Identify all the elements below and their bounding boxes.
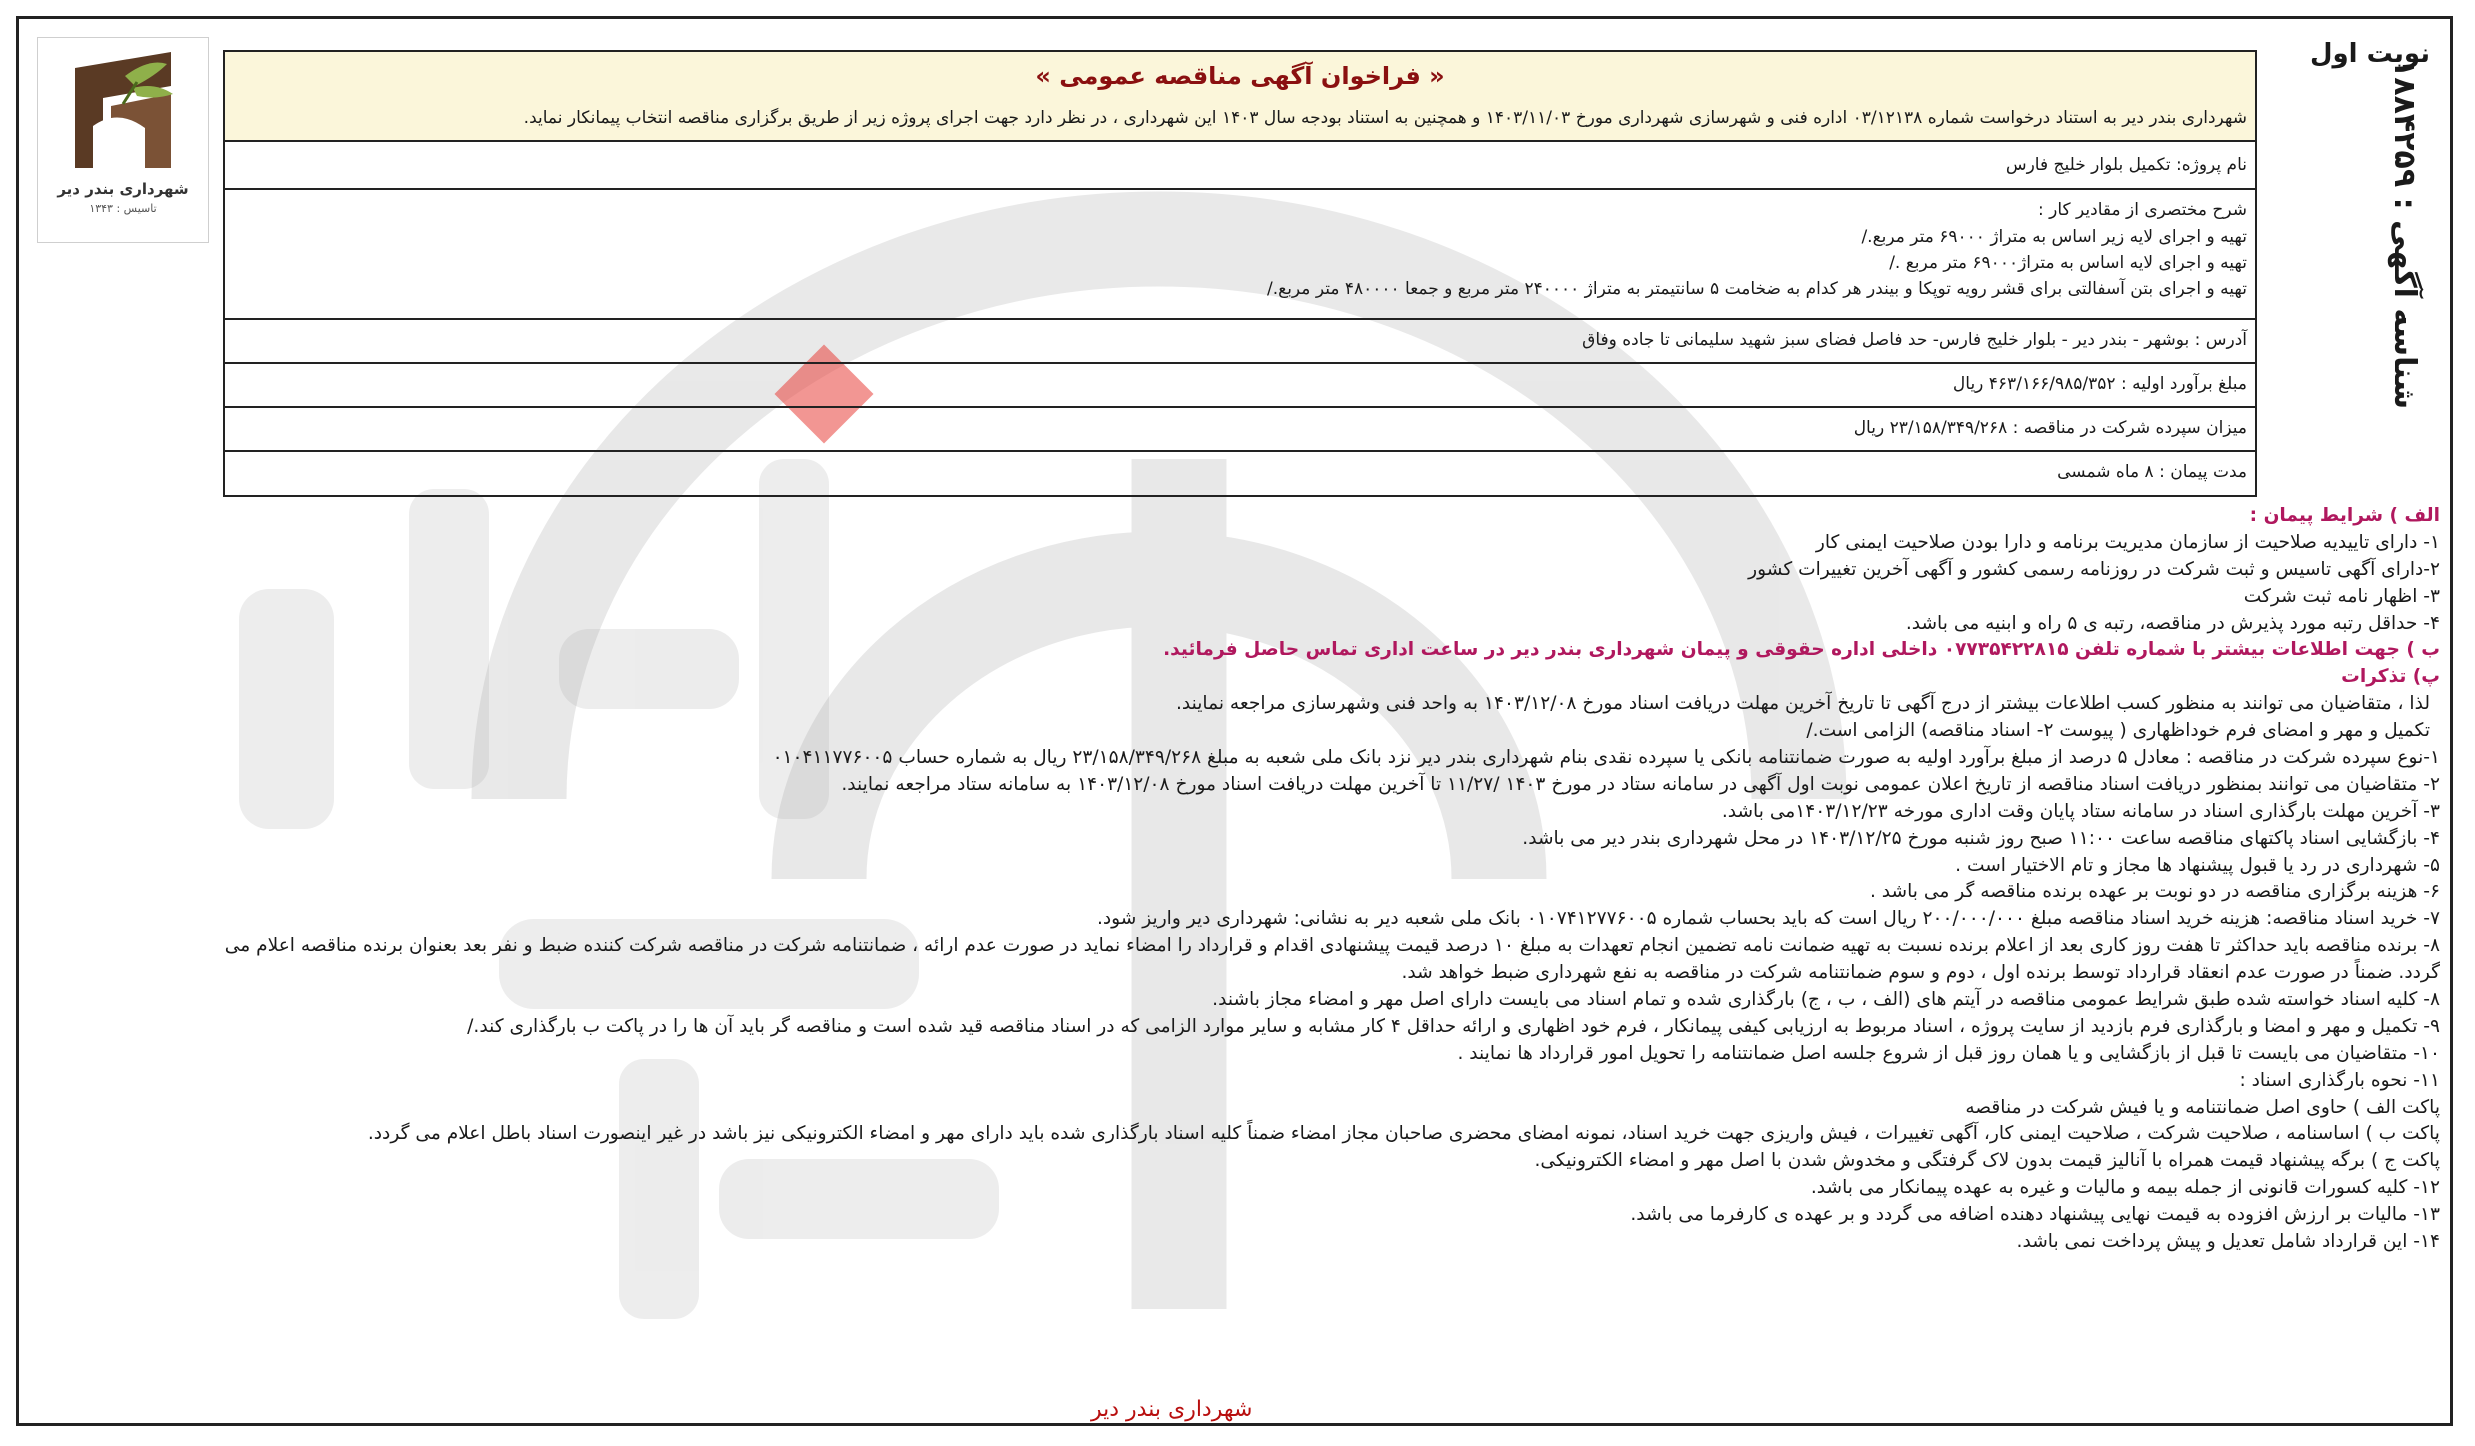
section-a-item: ۴- حداقل رتبه مورد پذیرش در مناقصه، رتبه ی ۵ راه و ابنیه می باشد. — [1905, 612, 2440, 634]
note-item: پاکت الف ) حاوی اصل ضمانتنامه و یا فیش شرکت در مناقصه — [1965, 1096, 2440, 1118]
notice-intro: شهرداری بندر دیر به استناد درخواست شماره ۰۳/۱۲۱۳۸ اداره فنی و شهرسازی شهرداری مورخ ۱۴۰۳/۱۱/۰۳ و همچنین به استناد بودجه سال ۱۴۰۳ این شهرداری ، در نظر دارد جهت اجرای پروژه زیر از طریق برگزاری مناقصه انتخاب پیمانکار نماید. — [523, 108, 2247, 128]
note-item: ۸- کلیه اسناد خواسته شده طبق شرایط عمومی مناقصه در آیتم های (الف ، ب ، ج) بارگذاری شده و تمام اسناد می بایست دارای اصل مهر و امضاء مجاز باشند. — [1212, 989, 2440, 1011]
notice-table — [223, 50, 2257, 497]
duration-row — [225, 452, 2255, 495]
contract-duration: مدت پیمان : ۸ ماه شمسی — [2057, 462, 2247, 482]
section-a-heading: الف ) شرایط پیمان : — [2249, 505, 2440, 526]
note-item: ۴- بازگشایی اسناد پاکتهای مناقصه ساعت ۱۱:۰۰ صبح روز شنبه مورخ ۱۴۰۳/۱۲/۲۵ در محل شهرداری بندر دیر می باشد. — [1522, 827, 2440, 849]
note-item: لذا ، متقاضیان می توانند به منظور کسب اطلاعات بیشتر از درج آگهی تا تاریخ آخرین مهلت دریافت اسناد مورخ ۱۴۰۳/۱۲/۰۸ به واحد فنی وشهرسازی مراجعه نمایند. — [1175, 693, 2430, 715]
note-item: ۸- برنده مناقصه باید حداکثر تا هفت روز کاری بعد از اعلام برنده نسبت به تهیه ضمانت نامه تضمین انجام تعهدات به مبلغ ۱۰ درصد قیمت پیشنهادی اقدام و قرارداد را امضاء نماید در صورت عدم ارائه ، ضمانتنامه شرکت در مناقصه شرکت کننده ضبط و نفر بعد بعنوان برنده مناقصه اعلام می — [224, 935, 2440, 957]
ad-run-label: نوبت اول — [2309, 39, 2430, 69]
note-item: ۷- خرید اسناد مناقصه: هزینه خرید اسناد مناقصه مبلغ ۲۰۰/۰۰۰/۰۰۰ ریال است که باید بحساب شماره ۰۱۰۷۴۱۲۷۷۶۰۰۵ بانک ملی شعبه دیر به نشانی: شهرداری دیر واریز شود. — [1096, 908, 2440, 930]
note-item: ۱۱- نحوه بارگذاری اسناد : — [2239, 1069, 2440, 1091]
deposit-row — [225, 408, 2255, 452]
note-item: ۱۴- این قرارداد شامل تعدیل و پیش پرداخت نمی باشد. — [2016, 1231, 2440, 1253]
page-frame — [16, 16, 2453, 1426]
note-item: ۶- هزینه برگزاری مناقصه در دو نوبت بر عهده برنده مناقصه گر می باشد . — [1869, 881, 2440, 903]
section-b-contact: ب ) جهت اطلاعات بیشتر با شماره تلفن ۰۷۷۳۵۴۲۲۸۱۵ داخلی اداره حقوقی و پیمان شهرداری بندر دیر در ساعت اداری تماس حاصل فرمائید. — [1163, 639, 2440, 661]
municipality-logo — [37, 37, 209, 243]
note-item: ۵- شهرداری در رد یا قبول پیشنهاد ها مجاز و تام الاختیار است . — [1955, 854, 2440, 876]
conditions-body — [44, 503, 2440, 1256]
section-a-item: ۲-دارای آگهی تاسیس و ثبت شرکت در روزنامه رسمی کشور و آگهی آخرین تغییرات کشور — [1748, 558, 2440, 580]
section-a-item: ۱- دارای تاییدیه صلاحیت از سازمان مدیریت برنامه و دارا بودن صلاحیت ایمنی کار — [1815, 531, 2440, 553]
scope-item: تهیه و اجرای لایه زیر اساس به متراژ ۶۹۰۰۰ متر مربع./ — [1861, 227, 2247, 247]
note-item: ۱۳- مالیات بر ارزش افزوده به قیمت نهایی پیشنهاد دهنده اضافه می گردد و بر عهده ی کارفرما می باشد. — [1630, 1204, 2440, 1226]
estimate-amount: مبلغ برآورد اولیه : ۴۶۳/۱۶۶/۹۸۵/۳۵۲ ریال — [1952, 374, 2247, 394]
note-item: تکمیل و مهر و امضای فرم خوداظهاری ( پیوست ۲- اسناد مناقصه) الزامی است./ — [1806, 720, 2430, 742]
note-item: پاکت ج ) برگه پیشنهاد قیمت همراه با آنالیز قیمت بدون لاک گرفتگی و مخدوش شدن با اصل مهر و امضاء الکترونیکی. — [1534, 1150, 2440, 1172]
notice-title: « فراخوان آگهی مناقصه عمومی » — [1035, 62, 1445, 90]
notice-header-row — [225, 52, 2255, 142]
note-item: ۱۲- کلیه کسورات قانونی از جمله بیمه و مالیات و غیره به عهده پیمانکار می باشد. — [1810, 1177, 2440, 1199]
signature: شهرداری بندر دیر — [1091, 1397, 1253, 1422]
note-item: پاکت ب ) اساسنامه ، صلاحیت شرکت ، صلاحیت ایمنی کار، آگهی تغییرات ، فیش واریزی جهت خرید اسناد، نمونه امضای محضری صاحبان مجاز امضاء ضمناً کلیه اسناد بارگذاری شده باید دارای مهر و امضاء الکترونیکی نیز باشد در غیر اینصورت اسناد باطل اعلام می گردد. — [367, 1123, 2440, 1145]
logo-emblem-icon — [63, 46, 183, 176]
scope-item: تهیه و اجرای بتن آسفالتی برای قشر رویه توپکا و بیندر هر کدام به ضخامت ۵ سانتیمتر به متراژ ۲۴۰۰۰۰ متر مربع و جمعا ۴۸۰۰۰۰ متر مربع./ — [1267, 279, 2247, 299]
logo-established: تاسیس : ۱۳۴۳ — [89, 202, 157, 215]
estimate-row — [225, 364, 2255, 408]
note-item: ۱-نوع سپرده شرکت در مناقصه : معادل ۵ درصد از مبلغ برآورد اولیه به صورت ضمانتنامه بانکی یا سپرده نقدی بنام شهرداری بندر دیر نزد بانک ملی شعبه به مبلغ ۲۳/۱۵۸/۳۴۹/۲۶۸ ریال به شماره حساب ۰۱۰۴۱۱۷۷۶۰۰۵ — [772, 747, 2440, 769]
deposit-amount: میزان سپرده شرکت در مناقصه : ۲۳/۱۵۸/۳۴۹/۲۶۸ ریال — [1853, 418, 2247, 438]
section-a-item: ۳- اظهار نامه ثبت شرکت — [2243, 585, 2440, 607]
note-item: گردد. ضمناً در صورت عدم انعقاد قرارداد توسط برنده اول ، دوم و سوم ضمانتنامه شرکت در مناقصه به نفع شهرداری ضبط خواهد شد. — [1401, 962, 2440, 984]
section-c-heading: پ) تذکرات — [2341, 666, 2440, 688]
address-row — [225, 320, 2255, 364]
scope-row — [225, 190, 2255, 320]
note-item: ۲- متقاضیان می توانند بمنظور دریافت اسناد مناقصه از تاریخ اعلان عمومی نوبت اول آگهی در سامانه ستاد در مورخ ۱۴۰۳ /۱۱/۲۷ تا آخرین مهلت دریافت اسناد مورخ ۱۴۰۳/۱۲/۰۸ به سامانه ستاد مراجعه نمایند. — [841, 773, 2440, 795]
project-name: نام پروژه: تکمیل بلوار خلیج فارس — [2005, 155, 2247, 175]
logo-name: شهرداری بندر دیر — [57, 180, 189, 198]
ad-id: شناسه آگهی : ۱۸۸۴۲۵۹ — [2387, 58, 2422, 409]
project-name-row — [225, 142, 2255, 190]
note-item: ۱۰- متقاضیان می بایست تا قبل از بازگشایی و یا همان روز قبل از شروع جلسه اصل ضمانتنامه را تحویل امور قرارداد ها نمایند . — [1457, 1042, 2440, 1064]
scope-title: شرح مختصری از مقادیر کار : — [2038, 200, 2247, 220]
project-address: آدرس : بوشهر - بندر دیر - بلوار خلیج فارس- حد فاصل فضای سبز شهید سلیمانی تا جاده وفاق — [1582, 330, 2247, 350]
scope-item: تهیه و اجرای لایه اساس به متراژ۶۹۰۰۰ متر مربع ./ — [1889, 253, 2247, 273]
note-item: ۹- تکمیل و مهر و امضا و بارگذاری فرم بازدید از سایت پروژه ، اسناد مربوط به ارزیابی کیفی پیمانکار ، فرم خود اظهاری و ارائه حداقل ۴ کار مشابه و سایر موارد الزامی که در اسناد مناقصه قید شده است و مناقصه گر باید آن ها را در پاکت ب بارگذاری کند./ — [467, 1015, 2440, 1037]
note-item: ۳- آخرین مهلت بارگذاری اسناد در سامانه ستاد پایان وقت اداری مورخه ۱۴۰۳/۱۲/۲۳می باشد. — [1721, 800, 2440, 822]
